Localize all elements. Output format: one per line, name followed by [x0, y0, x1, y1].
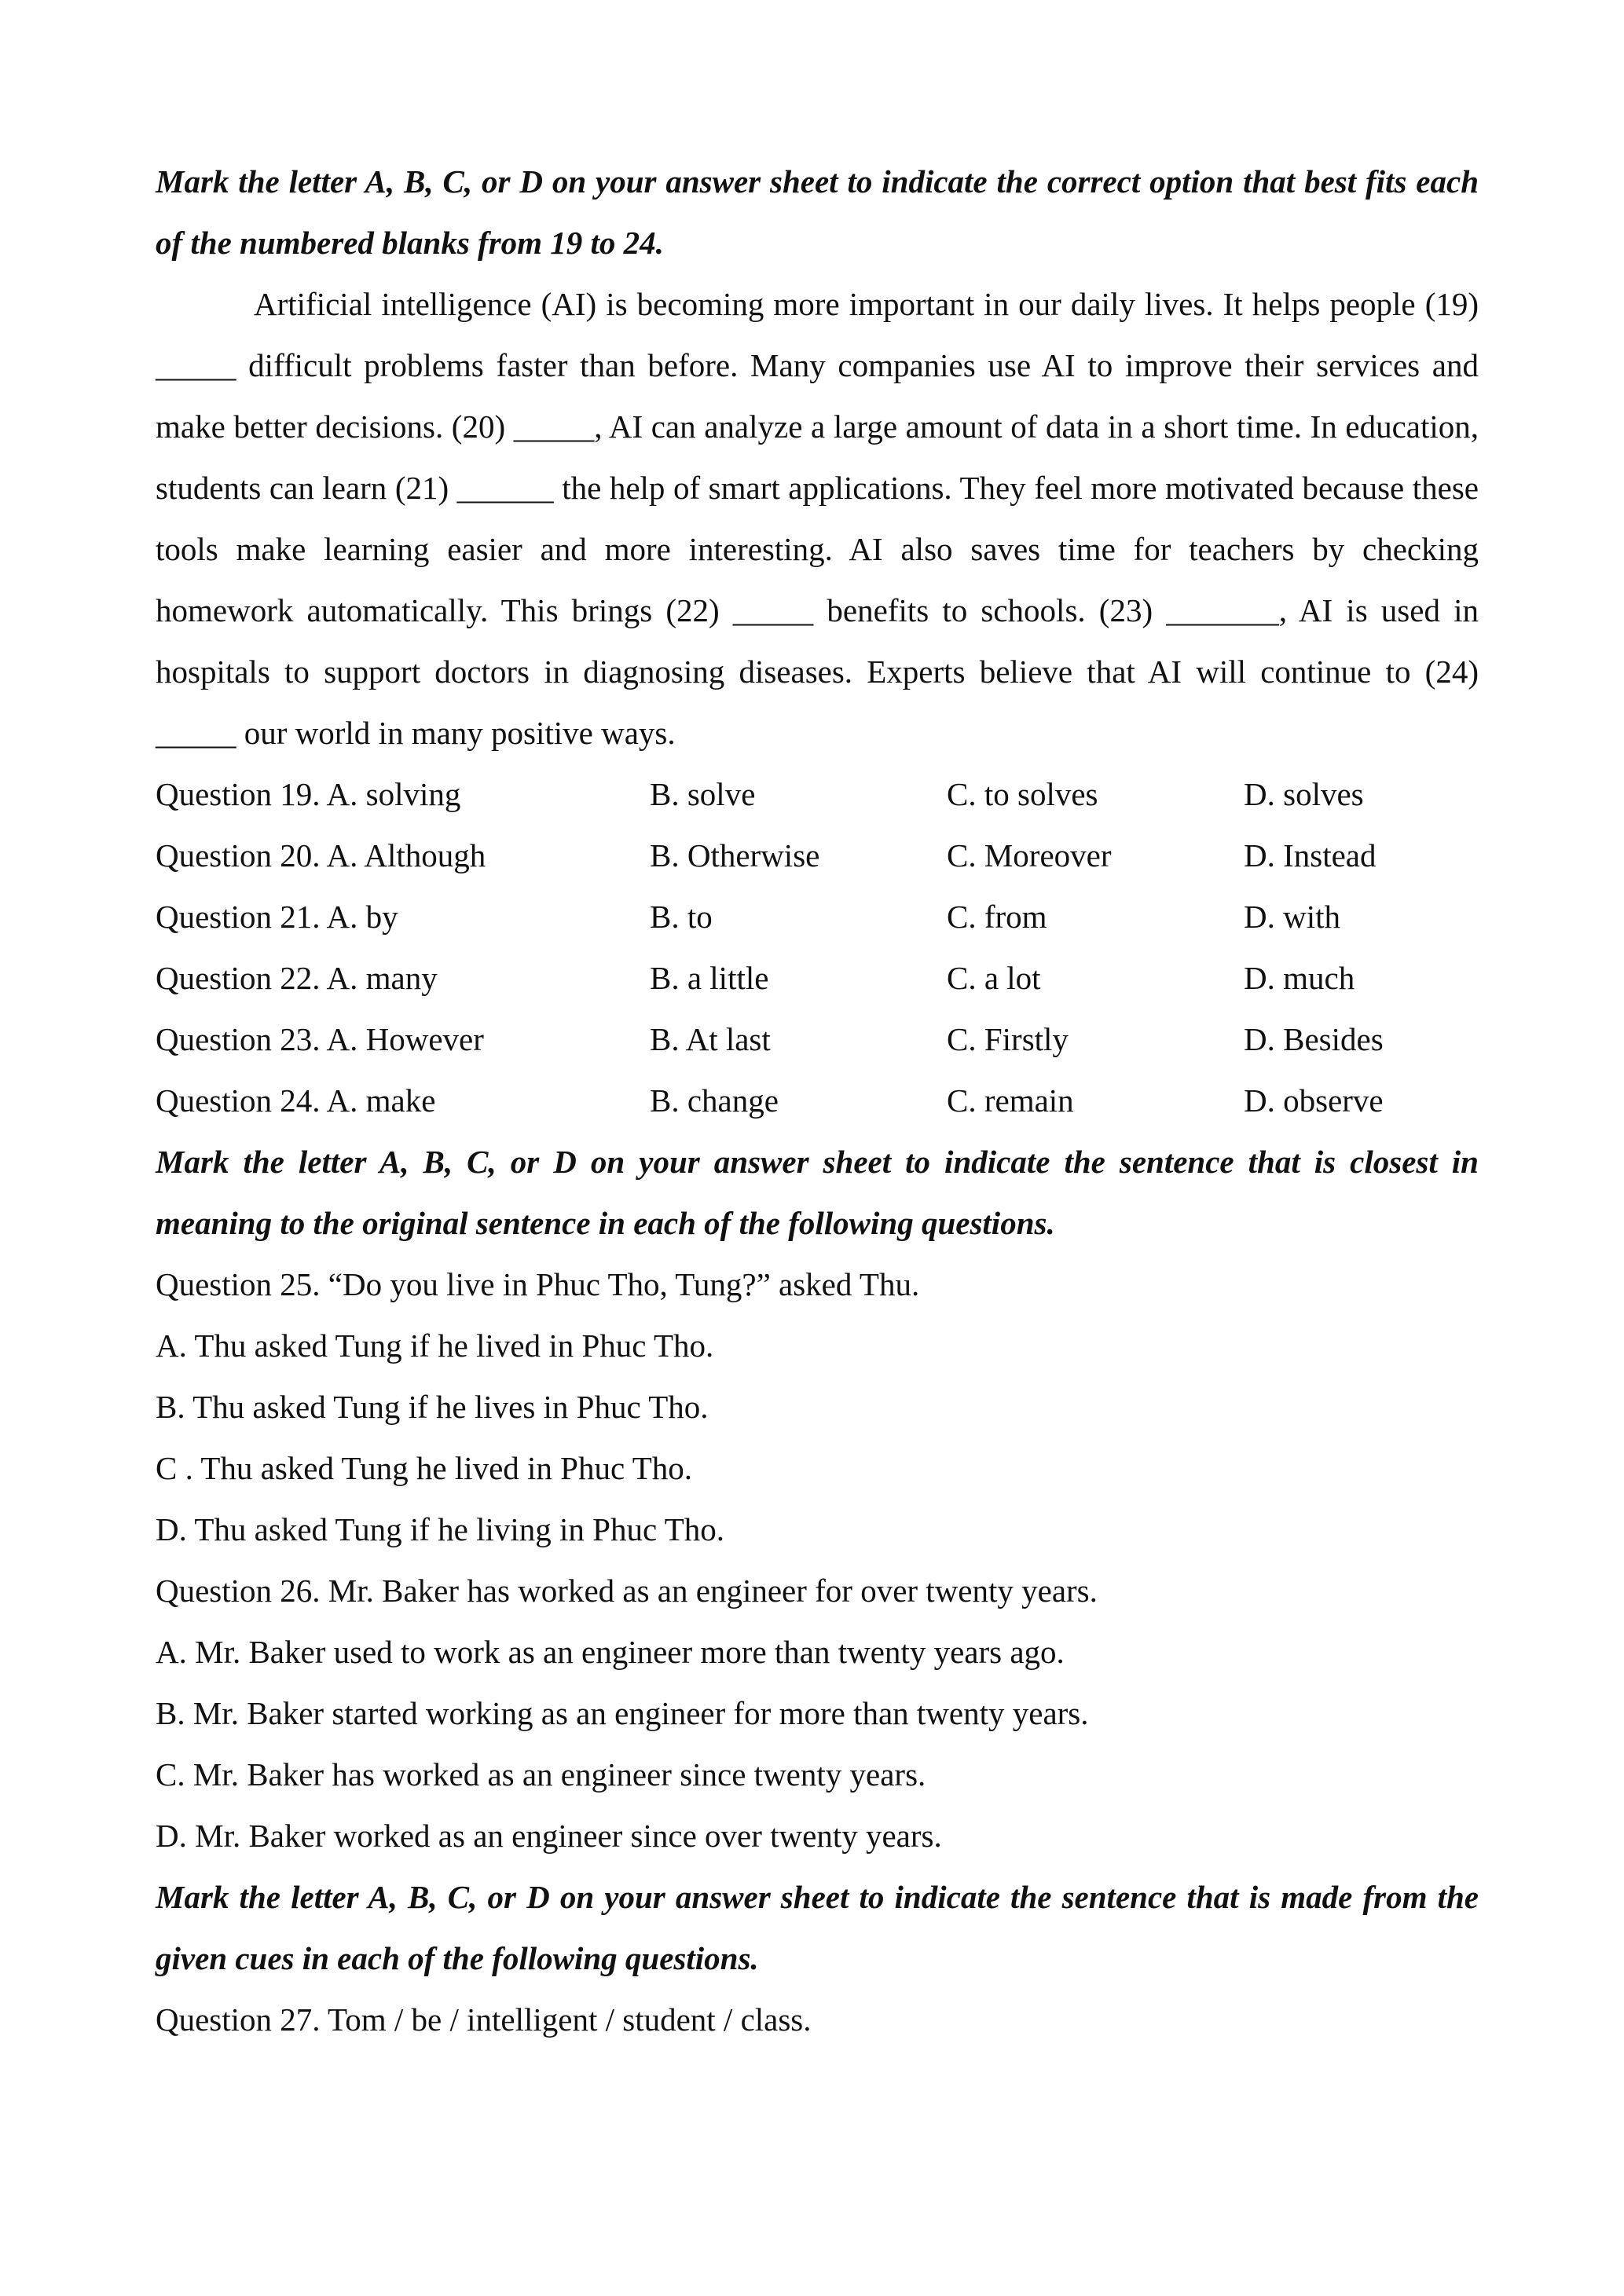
- question-20-row: [156, 825, 1479, 886]
- question-22-option-c[interactable]: C. a lot: [947, 960, 1041, 996]
- question-23-option-b[interactable]: B. At last: [650, 1021, 771, 1057]
- question-19-row: [156, 764, 1479, 825]
- question-26-option-b[interactable]: B. Mr. Baker started working as an engineer for more than twenty years.: [156, 1695, 1089, 1731]
- question-25-stem: Question 25. “Do you live in Phuc Tho, Tung?” asked Thu.: [156, 1266, 920, 1302]
- question-19-option-c[interactable]: C. to solves: [947, 776, 1098, 812]
- question-25-option-d[interactable]: D. Thu asked Tung if he living in Phuc Tho.: [156, 1511, 724, 1547]
- question-19-option-b[interactable]: B. solve: [650, 776, 756, 812]
- question-19-option-a[interactable]: Question 19. A. solving: [156, 776, 461, 812]
- question-24-option-b[interactable]: B. change: [650, 1082, 779, 1119]
- question-23-option-c[interactable]: C. Firstly: [947, 1021, 1069, 1057]
- question-21-row: [156, 886, 1479, 947]
- question-25-option-c[interactable]: C . Thu asked Tung he lived in Phuc Tho.: [156, 1450, 692, 1486]
- question-22-option-b[interactable]: B. a little: [650, 960, 769, 996]
- question-25-option-a[interactable]: A. Thu asked Tung if he lived in Phuc Tho.: [156, 1327, 714, 1364]
- question-20-option-d[interactable]: D. Instead: [1244, 837, 1377, 873]
- question-23-option-d[interactable]: D. Besides: [1244, 1021, 1384, 1057]
- section-instruction-closest-meaning: Mark the letter A, B, C, or D on your answer sheet to indicate the sentence that is closest in meaning to the original sentence in each of the following questions.: [156, 1144, 1479, 1241]
- question-24-row: [156, 1070, 1479, 1131]
- question-24-option-a[interactable]: Question 24. A. make: [156, 1082, 436, 1119]
- question-23-row: [156, 1009, 1479, 1070]
- question-26-option-d[interactable]: D. Mr. Baker worked as an engineer since over twenty years.: [156, 1818, 942, 1854]
- reading-passage: Artificial intelligence (AI) is becoming more important in our daily lives. It helps people (19) _____ difficult problems faster than before. Many companies use AI to improve their services and make better decisions. (20) _____, AI can analyze a large amount of data in a short time. In education, students can learn (21) ______ the help of smart applications. They feel more motivated because these tools make learning easier and more interesting. AI also saves time for teachers by checking homework automatically. This brings (22) _____ benefits to schools. (23) _______, AI is used in hospitals to support doctors in diagnosing diseases. Experts believe that AI will continue to (24) _____ our world in many positive ways.: [156, 286, 1479, 751]
- section-instruction-sentence-building: Mark the letter A, B, C, or D on your answer sheet to indicate the sentence that is made from the given cues in each of the following questions.: [156, 1879, 1479, 1976]
- exam-page: [156, 151, 1479, 2050]
- question-21-option-d[interactable]: D. with: [1244, 899, 1340, 935]
- section-instruction-19-24: Mark the letter A, B, C, or D on your answer sheet to indicate the correct option that best fits each of the numbered blanks from 19 to 24.: [156, 163, 1479, 261]
- question-20-option-c[interactable]: C. Moreover: [947, 837, 1112, 873]
- question-21-option-a[interactable]: Question 21. A. by: [156, 899, 398, 935]
- question-27-stem: Question 27. Tom / be / intelligent / student / class.: [156, 2001, 812, 2038]
- question-26-option-a[interactable]: A. Mr. Baker used to work as an engineer more than twenty years ago.: [156, 1634, 1065, 1670]
- question-25-option-b[interactable]: B. Thu asked Tung if he lives in Phuc Tho.: [156, 1389, 709, 1425]
- question-20-option-b[interactable]: B. Otherwise: [650, 837, 820, 873]
- question-26-stem: Question 26. Mr. Baker has worked as an engineer for over twenty years.: [156, 1573, 1098, 1609]
- question-22-option-d[interactable]: D. much: [1244, 960, 1355, 996]
- question-21-option-b[interactable]: B. to: [650, 899, 713, 935]
- question-20-option-a[interactable]: Question 20. A. Although: [156, 837, 486, 873]
- question-22-option-a[interactable]: Question 22. A. many: [156, 960, 438, 996]
- question-23-option-a[interactable]: Question 23. A. However: [156, 1021, 484, 1057]
- question-21-option-c[interactable]: C. from: [947, 899, 1047, 935]
- question-19-option-d[interactable]: D. solves: [1244, 776, 1364, 812]
- question-22-row: [156, 947, 1479, 1009]
- question-24-option-c[interactable]: C. remain: [947, 1082, 1074, 1119]
- question-26-option-c[interactable]: C. Mr. Baker has worked as an engineer since twenty years.: [156, 1756, 926, 1792]
- question-24-option-d[interactable]: D. observe: [1244, 1082, 1384, 1119]
